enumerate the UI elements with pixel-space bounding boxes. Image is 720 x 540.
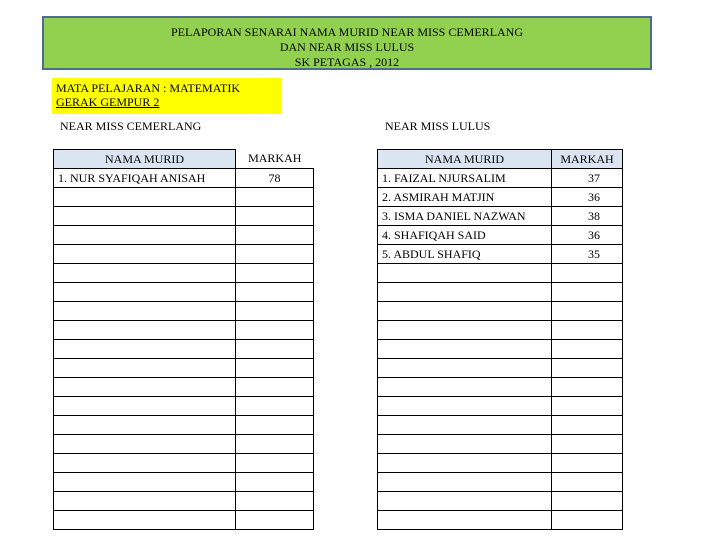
student-name-cell: 1. FAIZAL NJURSALIM (378, 169, 552, 188)
empty-table-row (378, 340, 623, 359)
empty-cell (54, 492, 236, 511)
mark-cell: 35 (552, 245, 623, 264)
mark-cell: 38 (552, 207, 623, 226)
empty-table-row (378, 378, 623, 397)
empty-table-row (378, 302, 623, 321)
empty-cell (552, 454, 623, 473)
empty-table-row (378, 454, 623, 473)
empty-cell (236, 283, 314, 302)
table-row (378, 188, 623, 207)
column-header-name: NAMA MURID (54, 150, 236, 169)
table-lulus (377, 149, 623, 530)
empty-table-row (54, 416, 314, 435)
student-name-cell: 2. ASMIRAH MATJIN (378, 188, 552, 207)
empty-cell (552, 359, 623, 378)
empty-table-row (54, 492, 314, 511)
empty-table-row (54, 188, 314, 207)
column-header-mark: MARKAH (236, 150, 314, 169)
empty-cell (236, 321, 314, 340)
empty-cell (54, 226, 236, 245)
empty-cell (54, 397, 236, 416)
table-row (378, 226, 623, 245)
empty-cell (378, 473, 552, 492)
empty-cell (54, 321, 236, 340)
report-title-line-2: DAN NEAR MISS LULUS (279, 40, 415, 54)
empty-cell (236, 188, 314, 207)
empty-cell (378, 397, 552, 416)
empty-cell (378, 378, 552, 397)
table-row (378, 245, 623, 264)
empty-table-row (54, 283, 314, 302)
empty-cell (236, 245, 314, 264)
empty-cell (236, 492, 314, 511)
empty-table-row (378, 492, 623, 511)
empty-table-row (54, 454, 314, 473)
empty-table-row (378, 283, 623, 302)
empty-table-row (54, 321, 314, 340)
empty-cell (236, 435, 314, 454)
report-title-box (42, 16, 652, 70)
empty-cell (378, 435, 552, 454)
empty-cell (378, 492, 552, 511)
empty-table-row (54, 397, 314, 416)
subject-box (52, 78, 282, 114)
empty-cell (378, 340, 552, 359)
empty-cell (236, 264, 314, 283)
empty-cell (236, 207, 314, 226)
empty-table-row (54, 359, 314, 378)
empty-cell (54, 188, 236, 207)
empty-cell (552, 321, 623, 340)
empty-table-row (378, 397, 623, 416)
empty-cell (552, 283, 623, 302)
empty-cell (378, 416, 552, 435)
empty-cell (54, 454, 236, 473)
subject-label: MATA PELAJARAN : MATEMATIK (56, 81, 241, 95)
column-header-mark: MARKAH (552, 150, 623, 169)
empty-cell (54, 302, 236, 321)
empty-table-row (54, 302, 314, 321)
empty-table-row (378, 473, 623, 492)
empty-cell (378, 264, 552, 283)
empty-cell (552, 473, 623, 492)
empty-cell (236, 359, 314, 378)
empty-table-row (54, 226, 314, 245)
empty-table-row (378, 511, 623, 530)
empty-table-row (378, 416, 623, 435)
empty-cell (236, 397, 314, 416)
empty-cell (552, 264, 623, 283)
empty-cell (54, 378, 236, 397)
empty-table-row (378, 264, 623, 283)
empty-table-row (54, 473, 314, 492)
table-row (54, 169, 314, 188)
empty-cell (54, 340, 236, 359)
empty-cell (378, 283, 552, 302)
empty-cell (54, 264, 236, 283)
empty-table-row (54, 207, 314, 226)
empty-table-row (54, 378, 314, 397)
empty-cell (378, 454, 552, 473)
mark-cell: 78 (236, 169, 314, 188)
mark-cell: 36 (552, 226, 623, 245)
empty-table-row (54, 435, 314, 454)
empty-cell (236, 340, 314, 359)
empty-cell (54, 283, 236, 302)
empty-table-row (378, 321, 623, 340)
empty-table-row (54, 264, 314, 283)
section-label-cemerlang: NEAR MISS CEMERLANG (60, 119, 202, 133)
empty-cell (552, 378, 623, 397)
report-title-line-1: PELAPORAN SENARAI NAMA MURID NEAR MISS CEMERLANG (170, 25, 524, 39)
empty-cell (236, 378, 314, 397)
empty-cell (552, 492, 623, 511)
empty-cell (54, 416, 236, 435)
empty-table-row (54, 340, 314, 359)
empty-cell (236, 226, 314, 245)
empty-cell (552, 511, 623, 530)
empty-cell (236, 473, 314, 492)
empty-cell (54, 207, 236, 226)
empty-cell (378, 321, 552, 340)
exam-label: GERAK GEMPUR 2 (56, 95, 160, 109)
empty-cell (236, 302, 314, 321)
table-row (378, 207, 623, 226)
student-name-cell: 4. SHAFIQAH SAID (378, 226, 552, 245)
empty-table-row (378, 435, 623, 454)
empty-cell (378, 359, 552, 378)
empty-cell (552, 416, 623, 435)
table-row (378, 169, 623, 188)
section-label-lulus: NEAR MISS LULUS (385, 119, 491, 133)
empty-cell (378, 302, 552, 321)
empty-cell (236, 416, 314, 435)
empty-table-row (54, 511, 314, 530)
empty-cell (552, 302, 623, 321)
column-header-name: NAMA MURID (378, 150, 552, 169)
student-name-cell: 5. ABDUL SHAFIQ (378, 245, 552, 264)
empty-cell (552, 397, 623, 416)
empty-cell (552, 435, 623, 454)
empty-cell (54, 473, 236, 492)
table-cemerlang (53, 149, 314, 530)
student-name-cell: 1. NUR SYAFIQAH ANISAH (54, 169, 236, 188)
student-name-cell: 3. ISMA DANIEL NAZWAN (378, 207, 552, 226)
empty-cell (552, 340, 623, 359)
empty-cell (54, 435, 236, 454)
empty-cell (378, 511, 552, 530)
empty-table-row (54, 245, 314, 264)
mark-cell: 37 (552, 169, 623, 188)
empty-cell (236, 511, 314, 530)
report-title-line-3: SK PETAGAS , 2012 (294, 55, 400, 69)
empty-cell (54, 359, 236, 378)
mark-cell: 36 (552, 188, 623, 207)
empty-cell (54, 245, 236, 264)
empty-cell (236, 454, 314, 473)
empty-table-row (378, 359, 623, 378)
empty-cell (54, 511, 236, 530)
